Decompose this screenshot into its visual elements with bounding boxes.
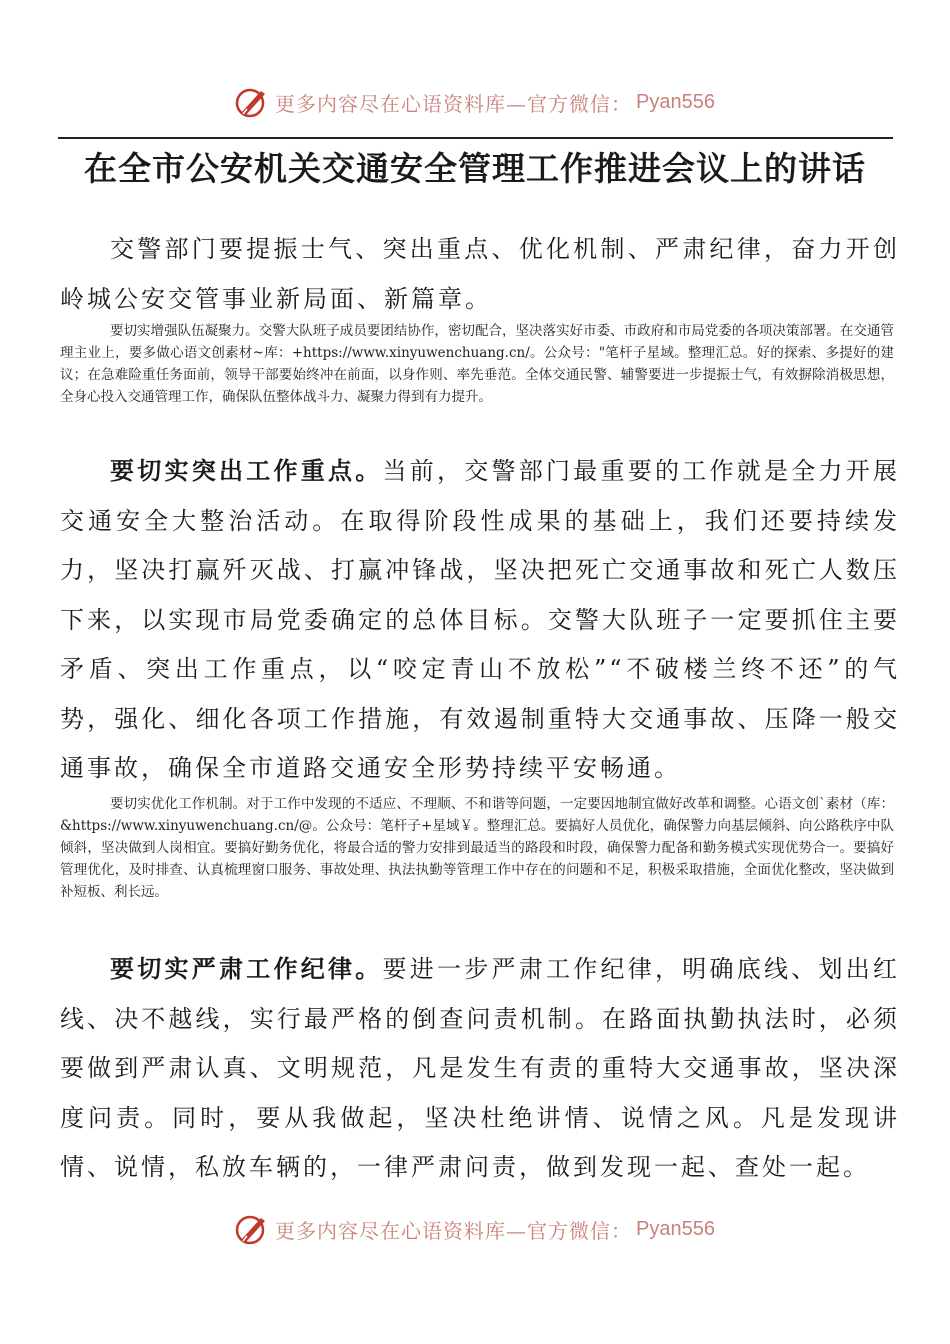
- paragraph-intro: 交警部门要提振士气、突出重点、优化机制、严肃纪律，奋力开创岭城公安交管事业新局面、新篇章。: [60, 235, 900, 313]
- title-rule: [58, 137, 893, 139]
- paragraph-focus: [60, 446, 900, 794]
- paragraph-mechanism: 要切实优化工作机制。对于工作中发现的不适应、不理顺、不和谐等问题，一定要因地制宜做好改革和调整。心语文创`素材（库：&https://www.xinyuwenchuang.cn/@。公众号：笔杆子+星域￥。整理汇总。要搞好人员优化，确保警力向基层倾斜、向公路秩序中队倾斜，坚决做到人岗相宜。要搞好勤务优化，将最合适的警力安排到最适当的路段和时段，确保警力配备和勤务模式实现优势合一。要搞好管理优化，及时排查、认真梳理窗口服务、事故处理、执法执勤等管理工作中存在的问题和不足，积极采取措施，全面优化整改，坚决做到补短板、利长远。: [60, 796, 894, 900]
- pen-logo-icon: [235, 85, 269, 119]
- paragraph-focus-body: 当前，交警部门最重要的工作就是全力开展交通安全大整治活动。在取得阶段性成果的基础上，我们还要持续发力，坚决打赢歼灭战、打赢冲锋战，坚决把死亡交通事故和死亡人数压下来，以实现市局党委确定的总体目标。交警大队班子一定要抓住主要矛盾、突出工作重点，以“咬定青山不放松”“不破楼兰终不还”的气势，强化、细化各项工作措施，有效遏制重特大交通事故、压降一般交通事故，确保全市道路交通安全形势持续平安畅通。: [60, 457, 900, 782]
- header-banner: [0, 82, 950, 122]
- banner-wechat-id: Pyan556: [636, 90, 715, 113]
- banner-text: 更多内容尽在心语资料库—官方微信：: [275, 91, 633, 116]
- footer-banner-text: 更多内容尽在心语资料库—官方微信：: [275, 1218, 633, 1243]
- paragraph-discipline: [60, 944, 900, 1193]
- pen-logo-icon: [235, 1212, 269, 1246]
- footer-banner: [0, 1209, 950, 1249]
- paragraph-discipline-lead: 要切实严肃工作纪律。: [110, 954, 383, 983]
- paragraph-discipline-body: 要进一步严肃工作纪律，明确底线、划出红线、决不越线，实行最严格的倒查问责机制。在路面执勤执法时，必须要做到严肃认真、文明规范，凡是发生有责的重特大交通事故，坚决深度问责。同时，要从我做起，坚决杜绝讲情、说情之风。凡是发现讲情、说情，私放车辆的，一律严肃问责，做到发现一起、查处一起。: [60, 955, 900, 1181]
- paragraph-cohesion: 要切实增强队伍凝聚力。交警大队班子成员要团结协作，密切配合，坚决落实好市委、市政府和市局党委的各项决策部署。在交通管理主业上，要多做心语文创素材~库：+https://www.xinyuwenchuang.cn/。公众号："笔杆子星域。整理汇总。好的探索、多提好的建议；在急难险重任务面前，领导干部要始终冲在前面，以身作则、率先垂范。全体交通民警、辅警要进一步提振士气，有效摒除消极思想，全身心投入交通管理工作，确保队伍整体战斗力、凝聚力得到有力提升。: [60, 323, 894, 405]
- page-title: 在全市公安机关交通安全管理工作推进会议上的讲话: [84, 149, 866, 188]
- footer-banner-wechat-id: Pyan556: [636, 1217, 715, 1240]
- paragraph-focus-lead: 要切实突出工作重点。: [110, 456, 383, 485]
